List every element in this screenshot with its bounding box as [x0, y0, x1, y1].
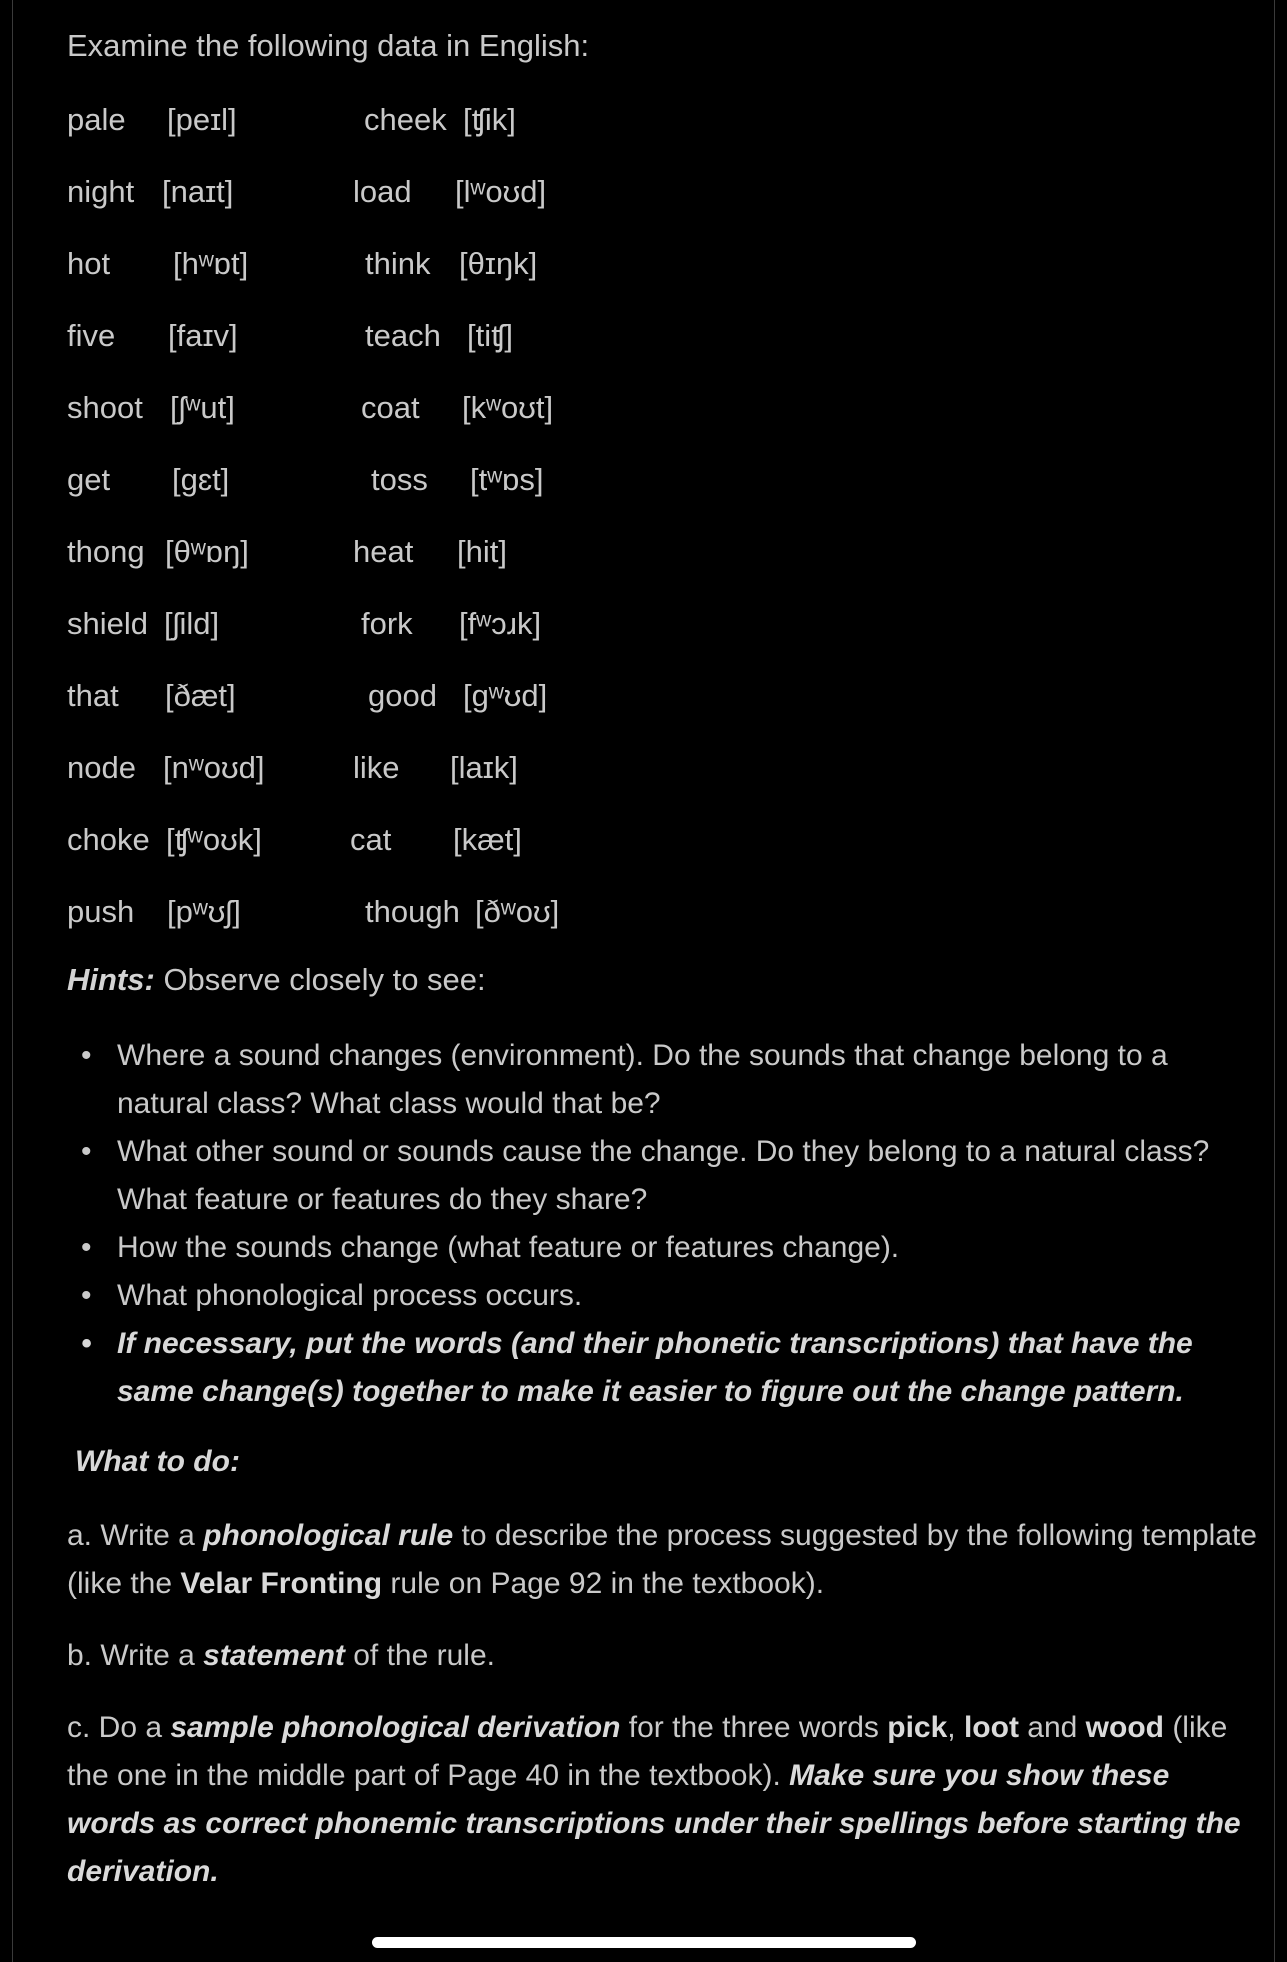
bullet-icon: • — [81, 1039, 92, 1072]
transcription-left: [peɪl] — [167, 102, 237, 137]
transcription-right: [gʷʊd] — [463, 678, 548, 713]
task-a-text: a. Write a — [67, 1519, 204, 1552]
data-row — [67, 822, 767, 862]
word-left: five — [67, 318, 116, 353]
transcription-left: [nʷoʊd] — [163, 750, 265, 785]
data-row — [67, 318, 767, 358]
transcription-left: [gɛt] — [172, 462, 230, 497]
list-item — [67, 1032, 1257, 1128]
word-left: shield — [67, 606, 148, 641]
data-row — [67, 750, 767, 790]
task-a-text: to describe the process suggested by the following template (like the — [67, 1519, 1257, 1600]
home-indicator[interactable] — [372, 1937, 916, 1948]
word-left: that — [67, 678, 119, 713]
transcription-right: [fʷɔɹk] — [459, 606, 542, 641]
task-c-text: , — [947, 1711, 964, 1744]
hint-text: Where a sound changes (environment). Do the sounds that change belong to a natural class? What class would that be? — [117, 1039, 1168, 1120]
hint-text: What other sound or sounds cause the change. Do they belong to a natural class? What feature or features do they share? — [117, 1135, 1210, 1216]
transcription-left: [ðæt] — [165, 678, 236, 713]
list-item — [67, 1272, 1257, 1320]
bullet-icon: • — [81, 1135, 92, 1168]
data-row — [67, 678, 767, 718]
word-left: get — [67, 462, 111, 497]
word-right: toss — [371, 462, 428, 497]
word-right: good — [368, 678, 437, 713]
word-left: thong — [67, 534, 145, 569]
data-row — [67, 894, 767, 934]
hint-text: If necessary, put the words (and their phonetic transcriptions) that have the same change(s) together to make it easier to figure out the change pattern. — [117, 1327, 1193, 1408]
task-a-rule-name: Velar Fronting — [180, 1567, 383, 1600]
hint-text: What phonological process occurs. — [117, 1279, 583, 1312]
transcription-right: [ʧik] — [463, 102, 516, 137]
word-left: node — [67, 750, 136, 785]
transcription-right: [tʷɒs] — [470, 462, 544, 497]
transcription-left: [naɪt] — [162, 174, 234, 209]
word-left: hot — [67, 246, 111, 281]
task-a-emphasis: phonological rule — [203, 1519, 454, 1552]
data-row — [67, 102, 767, 142]
task-c-text: and — [1018, 1711, 1086, 1744]
word-right: fork — [361, 606, 413, 641]
data-row — [67, 174, 767, 214]
task-c — [67, 1704, 1257, 1896]
transcription-right: [hit] — [457, 534, 507, 569]
content-frame — [12, 0, 1275, 1962]
transcription-right: [tiʧ] — [467, 318, 514, 353]
task-a-text: rule on Page 92 in the textbook). — [382, 1567, 825, 1600]
word-right: though — [365, 894, 460, 929]
word-right: like — [353, 750, 400, 785]
todo-title: What to do: — [75, 1445, 240, 1478]
task-b-text: of the rule. — [344, 1639, 495, 1672]
task-c-word: wood — [1085, 1711, 1164, 1744]
data-row — [67, 390, 767, 430]
transcription-right: [θɪŋk] — [459, 246, 538, 281]
transcription-left: [hʷɒt] — [173, 246, 249, 281]
data-row — [67, 606, 767, 646]
transcription-right: [kæt] — [453, 822, 522, 857]
bullet-icon: • — [81, 1279, 92, 1312]
bullet-icon: • — [81, 1327, 92, 1360]
transcription-left: [ʃild] — [164, 606, 220, 641]
task-c-text: c. Do a — [67, 1711, 171, 1744]
transcription-left: [ʧʷoʊk] — [166, 822, 262, 857]
transcription-left: [θʷɒŋ] — [165, 534, 249, 569]
word-right: cat — [350, 822, 392, 857]
hints-intro — [67, 962, 486, 998]
word-right: coat — [361, 390, 420, 425]
hint-text: How the sounds change (what feature or features change). — [117, 1231, 900, 1264]
transcription-right: [lʷoʊd] — [455, 174, 547, 209]
transcription-right: [ðʷoʊ] — [475, 894, 560, 929]
data-row — [67, 462, 767, 502]
word-left: pale — [67, 102, 126, 137]
task-c-emphasis: Make sure you show these words as correct phonemic transcriptions under their spellings before starting the derivation. — [67, 1759, 1241, 1888]
hint-list — [67, 1032, 1257, 1416]
word-right: heat — [353, 534, 414, 569]
transcription-right: [laɪk] — [450, 750, 518, 785]
list-item — [67, 1320, 1257, 1416]
data-row — [67, 246, 767, 286]
word-left: shoot — [67, 390, 143, 425]
transcription-right: [kʷoʊt] — [462, 390, 554, 425]
transcription-left: [pʷʊʃ] — [167, 894, 241, 929]
task-c-text: (like the one in the middle part of Page 40 in the textbook). — [67, 1711, 1228, 1792]
transcription-left: [ʃʷut] — [170, 390, 235, 425]
hints-label: Hints: — [67, 962, 155, 997]
word-right: load — [353, 174, 412, 209]
task-b-emphasis: statement — [203, 1639, 345, 1672]
list-item — [67, 1224, 1257, 1272]
task-b — [67, 1632, 1257, 1680]
task-b-text: b. Write a — [67, 1639, 204, 1672]
bullet-icon: • — [81, 1231, 92, 1264]
word-right: think — [365, 246, 431, 281]
word-right: cheek — [364, 102, 447, 137]
hints-text: Observe closely to see: — [154, 962, 486, 997]
task-c-text: for the three words — [620, 1711, 888, 1744]
word-left: push — [67, 894, 135, 929]
task-c-word: loot — [963, 1711, 1019, 1744]
data-row — [67, 534, 767, 574]
word-right: teach — [365, 318, 441, 353]
transcription-left: [faɪv] — [168, 318, 238, 353]
word-left: choke — [67, 822, 150, 857]
task-c-emphasis: sample phonological derivation — [170, 1711, 621, 1744]
intro-text: Examine the following data in English: — [67, 28, 590, 63]
word-left: night — [67, 174, 135, 209]
task-c-word: pick — [887, 1711, 948, 1744]
list-item — [67, 1128, 1257, 1224]
task-a — [67, 1512, 1257, 1608]
